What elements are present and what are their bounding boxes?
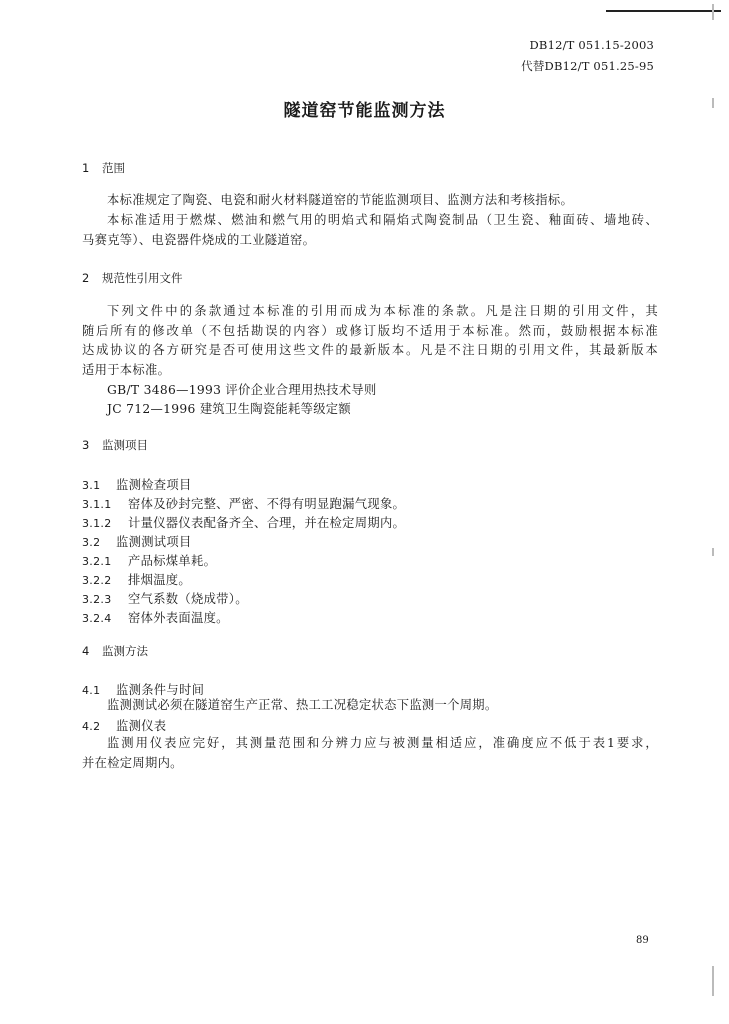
section-title: 范围 (102, 161, 125, 175)
item-number: 3.2.1 (82, 555, 112, 568)
refs-line-1: 下列文件中的条款通过本标准的引用而成为本标准的条款。凡是注日期的引用文件，其 (107, 304, 658, 318)
item-text: 产品标煤单耗。 (128, 554, 217, 568)
scope-line-2: 本标准适用于燃煤、燃油和燃气用的明焰式和隔焰式陶瓷制品（卫生瓷、釉面砖、墙地砖、 (107, 213, 658, 227)
item-3-2-3 (82, 589, 248, 607)
scope-line-1: 本标准规定了陶瓷、电瓷和耐火材料隧道窑的节能监测项目、监测方法和考核指标。 (107, 193, 574, 207)
item-text: 监测测试项目 (116, 535, 192, 549)
item-text: 排烟温度。 (128, 573, 191, 587)
item-text: 窑体及砂封完整、严密、不得有明显跑漏气现象。 (128, 497, 406, 511)
scope-paragraphs (82, 190, 658, 250)
scan-edge-mark (712, 548, 714, 556)
section-title: 规范性引用文件 (102, 271, 183, 285)
section-heading-1 (82, 160, 125, 176)
page-number: 89 (636, 935, 649, 946)
item-number: 4.1 (82, 684, 101, 697)
scan-edge-mark (712, 4, 714, 20)
refs-line-2: 随后所有的修改单（不包括勘误的内容）或修订版均不适用于本标准。然而，鼓励根据本标准 (82, 323, 658, 338)
item-3-2-1 (82, 551, 216, 569)
subsection-3-1 (82, 475, 192, 493)
top-rule (606, 10, 721, 12)
item-number: 3.2.3 (82, 593, 112, 606)
scan-edge-mark (712, 966, 714, 996)
instruments-line-2: 并在检定周期内。 (82, 756, 183, 770)
section-number: 1 (82, 161, 90, 175)
reference-jc-712: JC 712—1996 建筑卫生陶瓷能耗等级定额 (107, 402, 351, 416)
item-number: 3.2.4 (82, 612, 112, 625)
refs-line-3: 达成协议的各方研究是否可使用这些文件的最新版本。凡是不注日期的引用文件，其最新版本 (82, 343, 658, 357)
item-3-1-2 (82, 513, 405, 531)
section-number: 4 (82, 644, 90, 658)
section-heading-4 (82, 643, 148, 659)
document-title: 隧道窑节能监测方法 (283, 101, 446, 121)
item-number: 3.1.1 (82, 498, 112, 511)
section-number: 2 (82, 271, 90, 285)
standard-code: DB12/T 051.15-2003 (529, 38, 654, 52)
reference-gbt-3486: GB/T 3486—1993 评价企业合理用热技术导则 (107, 383, 377, 397)
scope-line-3: 马赛克等）、电瓷器件烧成的工业隧道窑。 (82, 233, 316, 247)
section-title: 监测项目 (102, 438, 148, 452)
replaces-standard: 代替DB12/T 051.25-95 (521, 59, 654, 73)
normative-refs-paragraph (82, 302, 658, 380)
section-title: 监测方法 (102, 644, 148, 658)
instruments-paragraph (82, 733, 658, 773)
item-text: 监测仪表 (116, 719, 167, 733)
conditions-line: 监测测试必须在隧道窑生产正常、热工工况稳定状态下监测一个周期。 (107, 698, 498, 712)
item-number: 3.2 (82, 536, 101, 549)
item-text: 窑体外表面温度。 (128, 611, 229, 625)
section-heading-2 (82, 270, 183, 286)
item-3-1-1 (82, 494, 405, 512)
instruments-line-1: 监测用仪表应完好，其测量范围和分辨力应与被测量相适应，准确度应不低于表1要求， (107, 736, 658, 750)
item-3-2-2 (82, 570, 191, 588)
subsection-4-2 (82, 716, 166, 734)
section-number: 3 (82, 438, 90, 452)
item-number: 3.1 (82, 479, 101, 492)
item-text: 监测检查项目 (116, 478, 192, 492)
item-text: 监测条件与时间 (116, 683, 205, 697)
subsection-3-2 (82, 532, 192, 550)
refs-line-4: 适用于本标准。 (82, 362, 171, 377)
monitoring-conditions-paragraph (82, 695, 658, 715)
section-heading-3 (82, 437, 148, 453)
item-3-2-4 (82, 608, 229, 626)
item-text: 空气系数（烧成带）。 (128, 592, 248, 606)
item-number: 4.2 (82, 720, 101, 733)
item-text: 计量仪器仪表配备齐全、合理，并在检定周期内。 (128, 516, 406, 530)
item-number: 3.2.2 (82, 574, 112, 587)
item-number: 3.1.2 (82, 517, 112, 530)
